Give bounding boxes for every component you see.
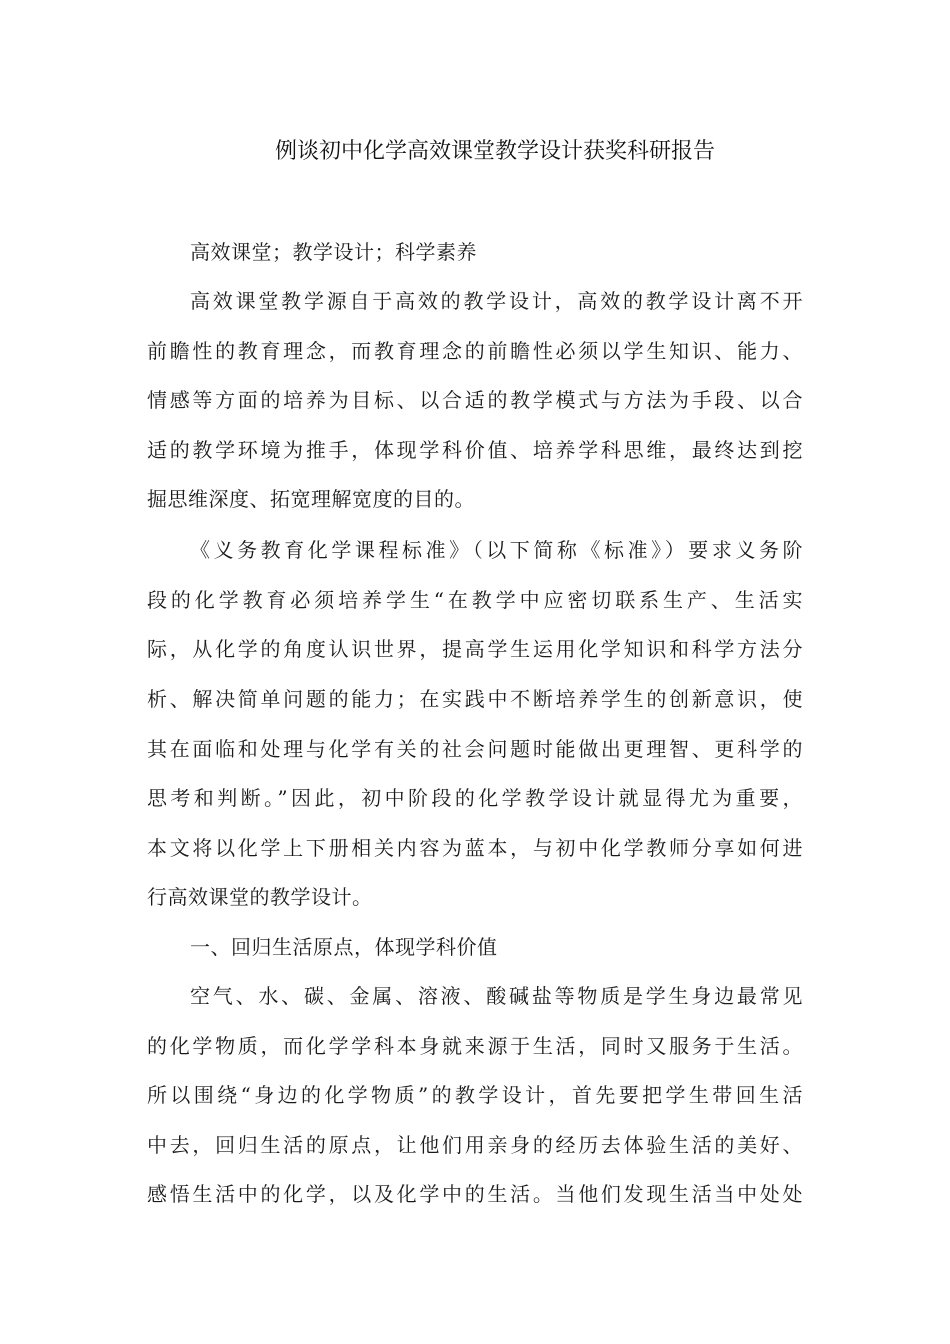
paragraph-line: 际，从化学的角度认识世界，提高学生运用化学知识和科学方法分 xyxy=(147,637,803,661)
keywords-line: 高效课堂；教学设计；科学素养 xyxy=(190,240,477,264)
paragraph-line: 思考和判断。”因此，初中阶段的化学教学设计就显得尤为重要， xyxy=(147,786,803,810)
paragraph-line: 行高效课堂的教学设计。 xyxy=(147,885,373,909)
paragraph-line: 的化学物质，而化学学科本身就来源于生活，同时又服务于生活。 xyxy=(147,1034,803,1058)
paragraph-line: 感悟生活中的化学，以及化学中的生活。当他们发现生活当中处处 xyxy=(147,1182,803,1206)
paragraph-line: 掘思维深度、拓宽理解宽度的目的。 xyxy=(147,487,475,511)
paragraph-line: 段的化学教育必须培养学生“在教学中应密切联系生产、生活实 xyxy=(147,588,803,612)
paragraph-line: 高效课堂教学源自于高效的教学设计，高效的教学设计离不开 xyxy=(190,289,803,313)
paragraph-line: 析、解决简单问题的能力；在实践中不断培养学生的创新意识，使 xyxy=(147,687,803,711)
paragraph-line: 前瞻性的教育理念，而教育理念的前瞻性必须以学生知识、能力、 xyxy=(147,339,803,363)
paragraph-line: 其在面临和处理与化学有关的社会问题时能做出更理智、更科学的 xyxy=(147,737,803,761)
paragraph-line: 中去，回归生活的原点，让他们用亲身的经历去体验生活的美好、 xyxy=(147,1133,803,1157)
paragraph-line: 所以围绕“身边的化学物质”的教学设计，首先要把学生带回生活 xyxy=(147,1083,803,1107)
paragraph-line: 本文将以化学上下册相关内容为蓝本，与初中化学教师分享如何进 xyxy=(147,836,803,860)
paragraph-line: 《义务教育化学课程标准》（以下简称《标准》）要求义务阶 xyxy=(190,538,803,562)
document-title: 例谈初中化学高效课堂教学设计获奖科研报告 xyxy=(274,139,715,164)
paragraph-line: 适的教学环境为推手，体现学科价值、培养学科思维，最终达到挖 xyxy=(147,438,803,462)
section-heading: 一、回归生活原点，体现学科价值 xyxy=(190,935,498,959)
paragraph-line: 空气、水、碳、金属、溶液、酸碱盐等物质是学生身边最常见 xyxy=(190,984,803,1008)
paragraph-line: 情感等方面的培养为目标、以合适的教学模式与方法为手段、以合 xyxy=(147,388,803,412)
